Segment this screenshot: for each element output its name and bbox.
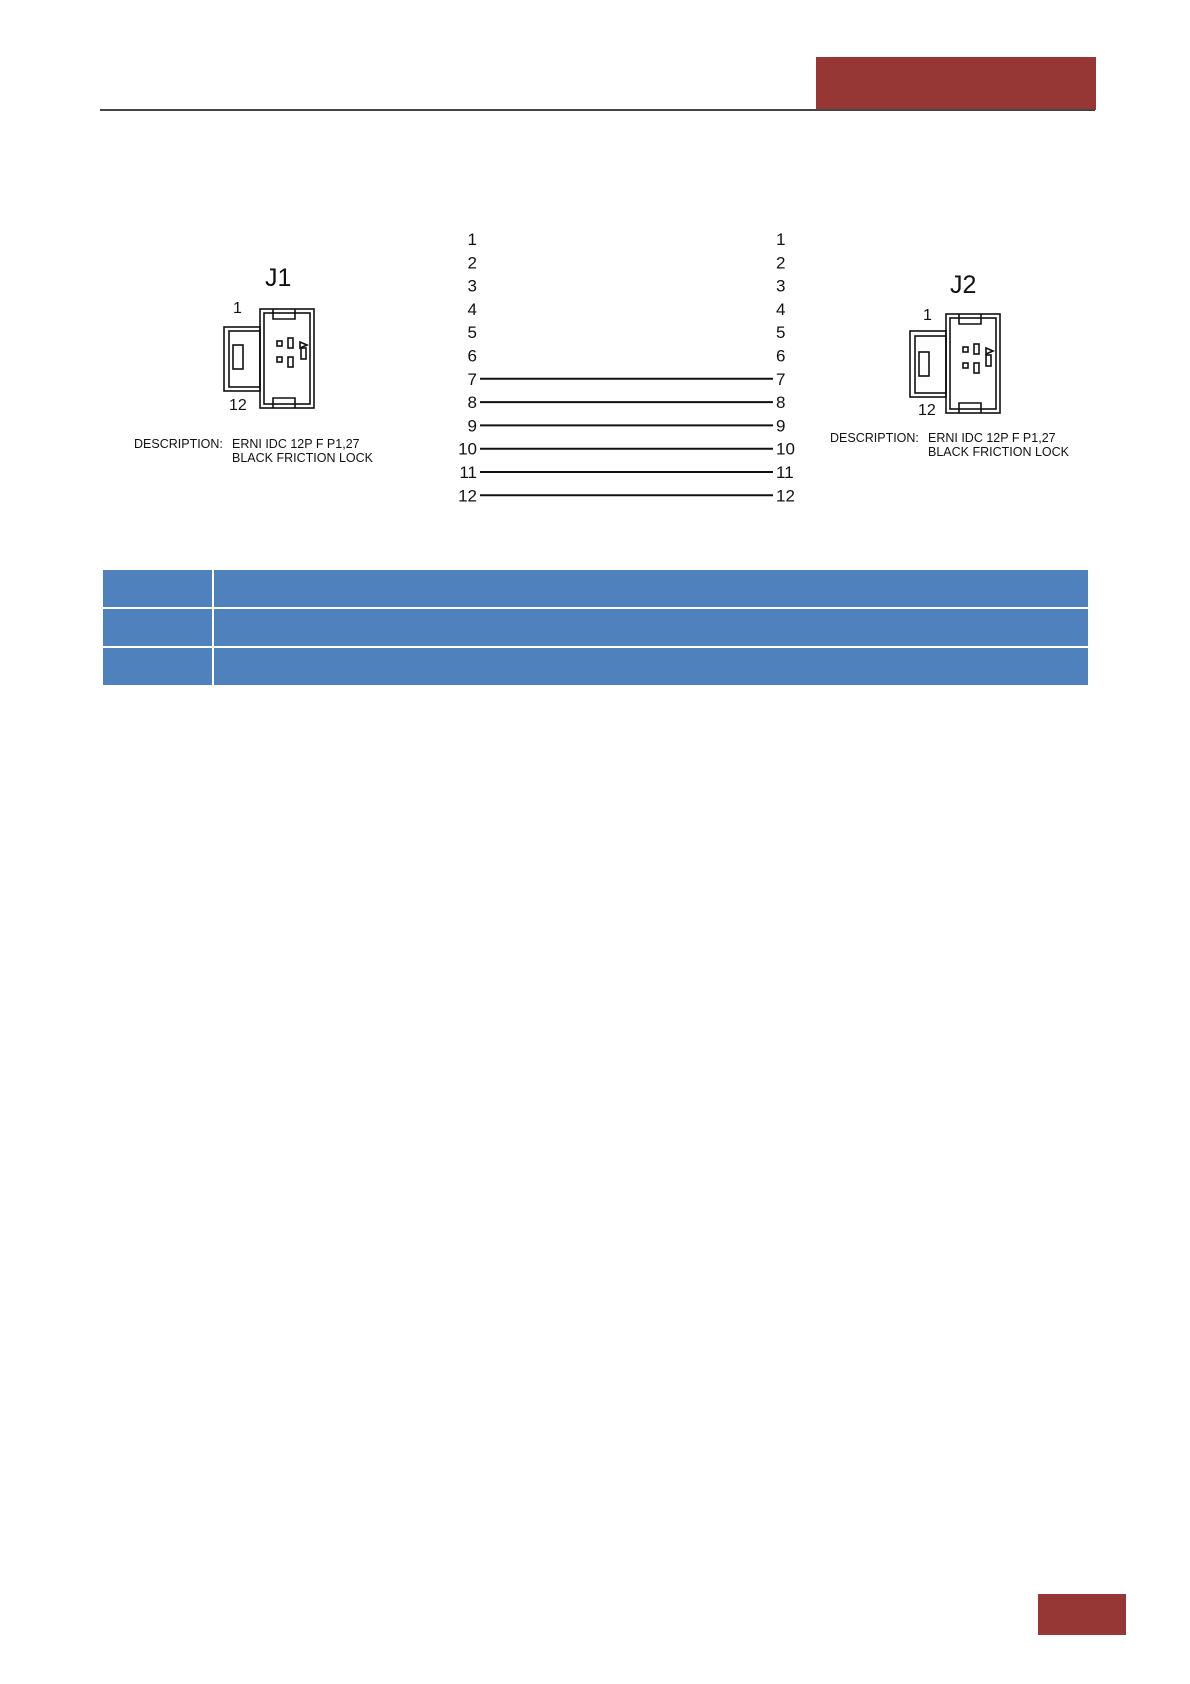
right-pin-label: 9 [776,416,786,436]
left-pin-label: 1 [467,230,477,249]
table-cell [103,647,213,686]
wiring-pin-table [458,230,795,505]
j1-pin-first: 1 [233,300,242,317]
right-pin-label: 5 [776,323,786,343]
j2-pin-first: 1 [923,307,932,324]
table-cell [213,608,1088,647]
table-cell [213,570,1088,608]
left-pin-label: 7 [467,369,477,389]
j1-title: J1 [265,264,292,292]
connector-j2 [830,271,1070,459]
footer-accent-tab [1038,1594,1126,1635]
left-pin-label: 5 [467,323,477,343]
left-pin-label: 3 [467,276,477,296]
right-pin-label: 10 [776,439,795,459]
info-table [103,570,1088,687]
j1-connector-drawing [224,309,314,408]
j2-description-label: DESCRIPTION: [830,431,919,445]
right-pin-label: 4 [776,299,786,319]
right-pin-label: 6 [776,346,786,366]
j2-connector-drawing [910,314,1000,413]
j2-pin-last: 12 [918,402,936,419]
left-pin-label: 8 [467,393,477,413]
wiring-diagram [0,0,1190,520]
table-cell [103,570,213,608]
right-pin-label: 11 [776,463,794,482]
table-row [103,608,1088,647]
left-pin-label: 9 [467,416,477,436]
j1-description-line1: ERNI IDC 12P F P1,27 [232,437,360,451]
right-pin-label: 2 [776,253,786,273]
right-pin-label: 1 [776,230,786,249]
wiring-diagram-svg [0,0,1190,520]
left-pin-label: 12 [458,486,477,506]
right-pin-label: 3 [776,276,786,296]
j2-description-line2: BLACK FRICTION LOCK [928,445,1069,459]
left-pin-label: 4 [467,299,477,319]
j2-title: J2 [950,271,977,299]
right-pin-label: 12 [776,486,795,506]
left-pin-label: 11 [459,463,477,482]
j1-description-label: DESCRIPTION: [134,437,223,451]
connector-j1 [134,264,374,465]
right-pin-label: 7 [776,369,786,389]
right-pin-label: 8 [776,393,786,413]
table-row [103,570,1088,608]
j1-pin-last: 12 [229,397,247,414]
left-pin-label: 2 [467,253,477,273]
j1-description-line2: BLACK FRICTION LOCK [232,451,373,465]
table-row [103,647,1088,686]
left-pin-label: 10 [458,439,477,459]
left-pin-label: 6 [467,346,477,366]
j2-description-line1: ERNI IDC 12P F P1,27 [928,431,1056,445]
table-cell [213,647,1088,686]
table-cell [103,608,213,647]
